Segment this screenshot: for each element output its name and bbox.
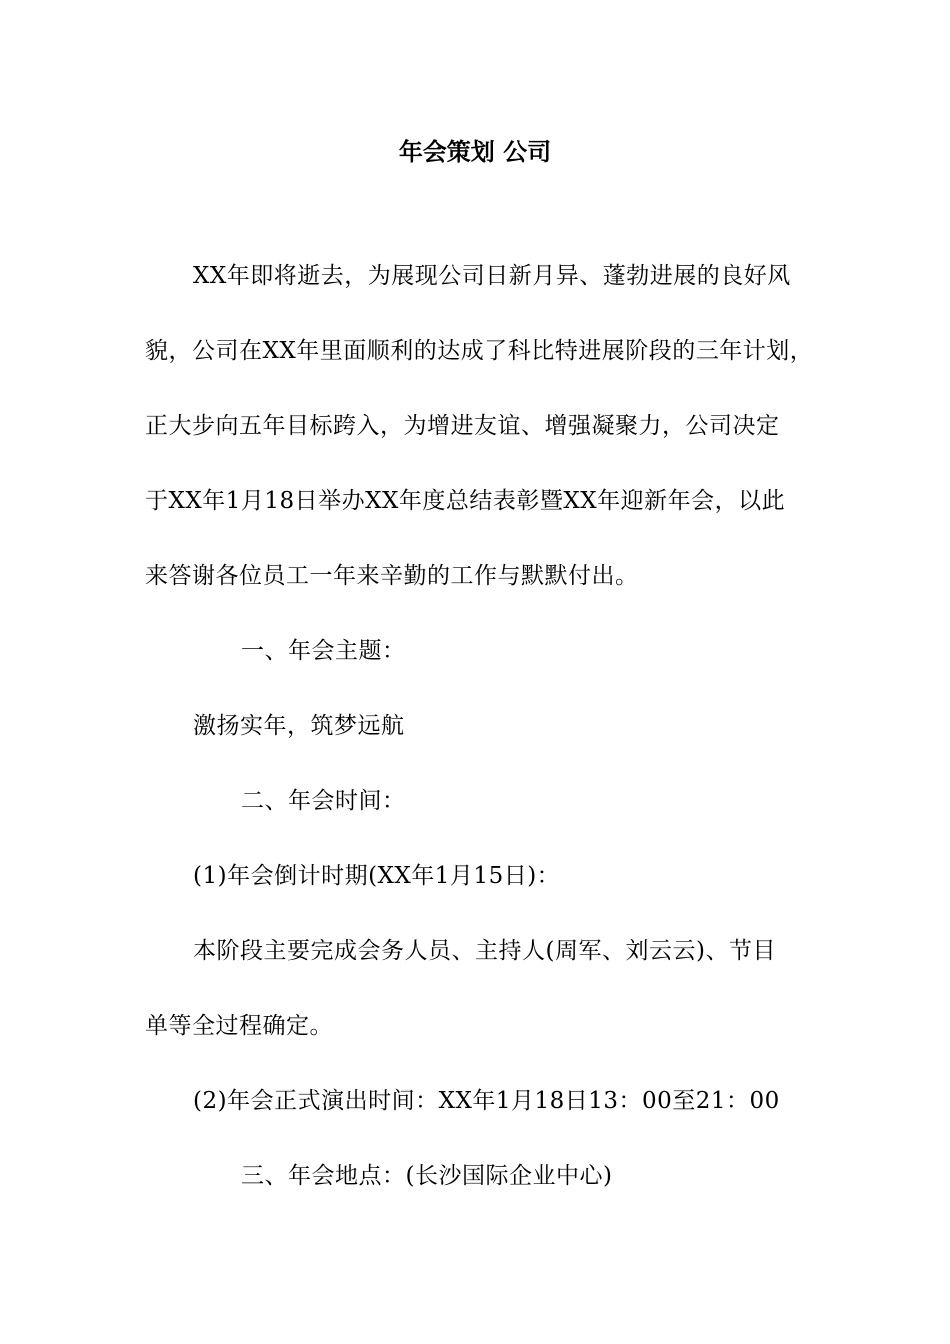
paragraph-intro-line-3: 正大步向五年目标跨入，为增进友谊、增强凝聚力，公司决定 — [145, 413, 780, 439]
time-item-countdown: (1)年会倒计时期(XX年1月15日)： — [193, 863, 561, 889]
countdown-detail-line-1: 本阶段主要完成会务人员、主持人(周军、刘云云)、节目 — [193, 938, 776, 964]
section-heading-venue: 三、年会地点：(长沙国际企业中心) — [241, 1163, 613, 1189]
paragraph-intro-line-2: 貌，公司在XX年里面顺利的达成了科比特进展阶段的三年计划， — [145, 338, 814, 364]
paragraph-intro-line-4: 于XX年1月18日举办XX年度总结表彰暨XX年迎新年会，以此 — [145, 488, 786, 514]
document-title: 年会策划 公司 — [398, 138, 552, 166]
theme-text: 激扬实年，筑梦远航 — [193, 713, 405, 739]
section-heading-time: 二、年会时间： — [241, 788, 406, 814]
section-heading-theme: 一、年会主题： — [241, 638, 406, 664]
paragraph-intro-line-5: 来答谢各位员工一年来辛勤的工作与默默付出。 — [145, 563, 639, 589]
paragraph-intro-line-1: XX年即将逝去，为展现公司日新月异、蓬勃进展的良好风 — [193, 263, 791, 289]
countdown-detail-line-2: 单等全过程确定。 — [145, 1013, 333, 1039]
time-item-performance: (2)年会正式演出时间：XX年1月18日13：00至21：00 — [193, 1088, 780, 1114]
